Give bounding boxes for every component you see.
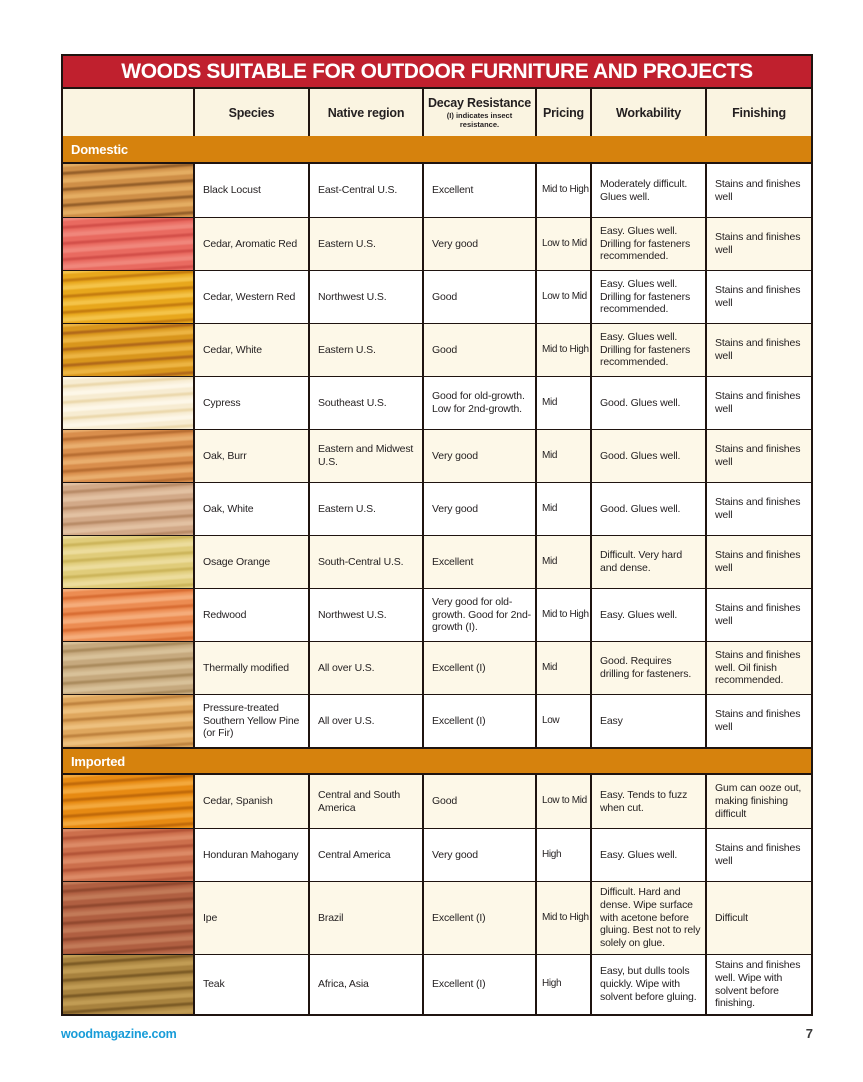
native-region-cell: Central and South America — [308, 775, 422, 828]
native-region-cell: Eastern U.S. — [308, 324, 422, 376]
pressure-treated-pine-wood — [63, 695, 193, 747]
species-cell: Cedar, Spanish — [193, 775, 308, 828]
osage-orange-wood — [63, 536, 193, 588]
workability-cell: Easy. Glues well. Drilling for fasteners recommended. — [590, 271, 705, 323]
honduran-mahogany-wood — [63, 829, 193, 881]
table-row — [63, 641, 811, 694]
pricing-cell: Low — [535, 695, 590, 747]
decay-resistance-cell: Very good — [422, 218, 535, 270]
burr-oak-wood — [63, 430, 193, 482]
workability-cell: Difficult. Hard and dense. Wipe surface with acetone before gluing. Best not to rely solely on glue. — [590, 882, 705, 954]
finishing-cell: Stains and finishes well — [705, 324, 811, 376]
native-region-cell: Eastern U.S. — [308, 218, 422, 270]
workability-cell: Easy. Tends to fuzz when cut. — [590, 775, 705, 828]
spanish-cedar-wood — [63, 775, 193, 828]
table-row — [63, 323, 811, 376]
decay-resistance-cell: Very good for old-growth. Good for 2nd-growth (I). — [422, 589, 535, 641]
decay-resistance-cell: Good — [422, 324, 535, 376]
species-cell: Teak — [193, 955, 308, 1014]
table-row — [63, 429, 811, 482]
finishing-cell: Stains and finishes well — [705, 829, 811, 881]
page-number: 7 — [805, 1026, 813, 1041]
workability-cell: Easy. Glues well. Drilling for fasteners recommended. — [590, 218, 705, 270]
workability-cell: Easy. Glues well. — [590, 589, 705, 641]
column-header-label: Species — [228, 105, 275, 120]
cypress-wood — [63, 377, 193, 429]
workability-cell: Difficult. Very hard and dense. — [590, 536, 705, 588]
column-header-label: Finishing — [732, 105, 786, 120]
pricing-cell: High — [535, 829, 590, 881]
section-header-imported: Imported — [63, 747, 811, 775]
pricing-cell: Mid — [535, 430, 590, 482]
column-header-label: Workability — [616, 105, 681, 120]
table-row — [63, 881, 811, 954]
pricing-cell: Mid to High — [535, 882, 590, 954]
decay-resistance-cell: Excellent — [422, 164, 535, 217]
black-locust-wood — [63, 164, 193, 217]
table-title-bar — [63, 56, 811, 89]
workability-cell: Good. Glues well. — [590, 430, 705, 482]
decay-resistance-cell: Excellent — [422, 536, 535, 588]
workability-cell: Easy. Glues well. — [590, 829, 705, 881]
table-header-row — [63, 89, 811, 136]
pricing-cell: Mid to High — [535, 589, 590, 641]
species-cell: Redwood — [193, 589, 308, 641]
decay-resistance-cell: Excellent (I) — [422, 955, 535, 1014]
species-cell: Cedar, Western Red — [193, 271, 308, 323]
pricing-cell: Low to Mid — [535, 271, 590, 323]
workability-cell: Easy — [590, 695, 705, 747]
native-region-cell: Africa, Asia — [308, 955, 422, 1014]
native-region-cell: All over U.S. — [308, 642, 422, 694]
native-region-cell: Northwest U.S. — [308, 589, 422, 641]
decay-resistance-cell: Good — [422, 775, 535, 828]
section-header-domestic: Domestic — [63, 136, 811, 164]
decay-resistance-cell: Good — [422, 271, 535, 323]
native-region-cell: East-Central U.S. — [308, 164, 422, 217]
finishing-cell: Stains and finishes well — [705, 430, 811, 482]
finishing-cell: Stains and finishes well — [705, 483, 811, 535]
workability-cell: Moderately difficult. Glues well. — [590, 164, 705, 217]
finishing-cell: Stains and finishes well — [705, 695, 811, 747]
ipe-wood — [63, 882, 193, 954]
table-row — [63, 376, 811, 429]
pricing-cell: Low to Mid — [535, 775, 590, 828]
column-header-decay-resistance — [422, 89, 535, 136]
table-title: WOODS SUITABLE FOR OUTDOOR FURNITURE AND PROJECTS — [121, 59, 753, 83]
table-row — [63, 270, 811, 323]
species-cell: Cypress — [193, 377, 308, 429]
table-row — [63, 775, 811, 828]
native-region-cell: Central America — [308, 829, 422, 881]
finishing-cell: Difficult — [705, 882, 811, 954]
thermally-modified-wood — [63, 642, 193, 694]
decay-resistance-cell: Excellent (I) — [422, 882, 535, 954]
workability-cell: Good. Glues well. — [590, 377, 705, 429]
pricing-cell: Mid — [535, 642, 590, 694]
finishing-cell: Stains and finishes well — [705, 536, 811, 588]
species-cell: Cedar, White — [193, 324, 308, 376]
column-header-pricing — [535, 89, 590, 136]
species-cell: Oak, White — [193, 483, 308, 535]
finishing-cell: Stains and finishes well — [705, 589, 811, 641]
decay-resistance-cell: Excellent (I) — [422, 695, 535, 747]
native-region-cell: Southeast U.S. — [308, 377, 422, 429]
column-header-workability — [590, 89, 705, 136]
table-row — [63, 217, 811, 270]
column-header-species — [193, 89, 308, 136]
decay-resistance-cell: Very good — [422, 430, 535, 482]
redwood-wood — [63, 589, 193, 641]
table-row — [63, 588, 811, 641]
pricing-cell: Mid — [535, 483, 590, 535]
woods-table — [61, 54, 813, 1016]
workability-cell: Good. Requires drilling for fasteners. — [590, 642, 705, 694]
column-header-label: Native region — [327, 105, 405, 120]
species-cell: Cedar, Aromatic Red — [193, 218, 308, 270]
finishing-cell: Stains and finishes well — [705, 218, 811, 270]
western-red-cedar-wood — [63, 271, 193, 323]
table-body — [63, 136, 811, 1014]
table-row — [63, 694, 811, 747]
table-row — [63, 482, 811, 535]
white-oak-wood — [63, 483, 193, 535]
native-region-cell: South-Central U.S. — [308, 536, 422, 588]
native-region-cell: Northwest U.S. — [308, 271, 422, 323]
species-cell: Black Locust — [193, 164, 308, 217]
table-row — [63, 535, 811, 588]
decay-resistance-cell: Excellent (I) — [422, 642, 535, 694]
decay-resistance-cell: Very good — [422, 829, 535, 881]
native-region-cell: All over U.S. — [308, 695, 422, 747]
pricing-cell: Mid to High — [535, 324, 590, 376]
pricing-cell: Mid to High — [535, 164, 590, 217]
decay-resistance-note: (I) indicates insect resistance. — [446, 111, 513, 129]
pricing-cell: High — [535, 955, 590, 1014]
species-cell: Osage Orange — [193, 536, 308, 588]
finishing-cell: Stains and finishes well — [705, 164, 811, 217]
column-header-label: Pricing — [543, 105, 584, 120]
workability-cell: Good. Glues well. — [590, 483, 705, 535]
species-cell: Pressure-treated Southern Yellow Pine (or Fir) — [193, 695, 308, 747]
white-cedar-wood — [63, 324, 193, 376]
native-region-cell: Eastern U.S. — [308, 483, 422, 535]
pricing-cell: Mid — [535, 536, 590, 588]
species-cell: Honduran Mahogany — [193, 829, 308, 881]
species-cell: Oak, Burr — [193, 430, 308, 482]
teak-wood — [63, 955, 193, 1014]
native-region-cell: Brazil — [308, 882, 422, 954]
column-header-native-region — [308, 89, 422, 136]
workability-cell: Easy, but dulls tools quickly. Wipe with solvent before gluing. — [590, 955, 705, 1014]
pricing-cell: Low to Mid — [535, 218, 590, 270]
finishing-cell: Gum can ooze out, making finishing difficult — [705, 775, 811, 828]
native-region-cell: Eastern and Midwest U.S. — [308, 430, 422, 482]
table-row — [63, 954, 811, 1014]
workability-cell: Easy. Glues well. Drilling for fasteners recommended. — [590, 324, 705, 376]
finishing-cell: Stains and finishes well. Wipe with solvent before finishing. — [705, 955, 811, 1014]
species-cell: Thermally modified — [193, 642, 308, 694]
column-header-finishing — [705, 89, 811, 136]
column-header-label: Decay Resistance — [427, 96, 532, 110]
table-row — [63, 164, 811, 217]
decay-resistance-cell: Very good — [422, 483, 535, 535]
pricing-cell: Mid — [535, 377, 590, 429]
website-link[interactable]: woodmagazine.com — [61, 1026, 177, 1041]
species-cell: Ipe — [193, 882, 308, 954]
aromatic-red-cedar-wood — [63, 218, 193, 270]
finishing-cell: Stains and finishes well — [705, 271, 811, 323]
decay-resistance-cell: Good for old-growth. Low for 2nd-growth. — [422, 377, 535, 429]
column-header-swatch — [63, 89, 193, 136]
finishing-cell: Stains and finishes well. Oil finish recommended. — [705, 642, 811, 694]
page-footer — [61, 1026, 813, 1041]
finishing-cell: Stains and finishes well — [705, 377, 811, 429]
table-row — [63, 828, 811, 881]
